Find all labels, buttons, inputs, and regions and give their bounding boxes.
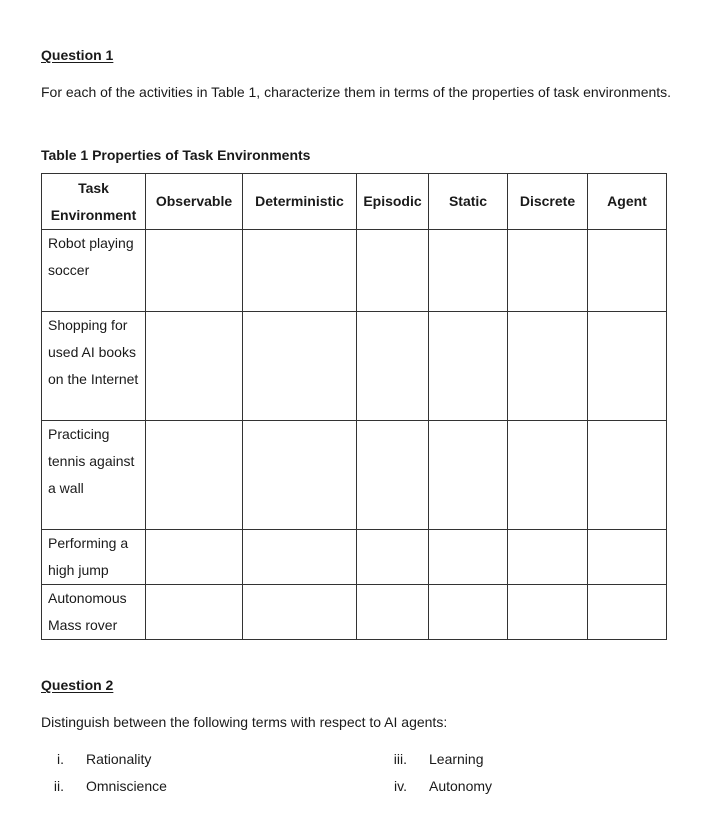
- question-1-prompt: For each of the activities in Table 1, characterize them in terms of the properties of task environments.: [41, 84, 672, 100]
- header-agent: Agent: [588, 174, 667, 230]
- term-number: ii.: [53, 778, 64, 794]
- term-label: Learning: [429, 751, 484, 767]
- answer-cell-observable: [146, 585, 243, 640]
- term-label: Autonomy: [429, 778, 493, 794]
- table-row: [42, 312, 667, 421]
- answer-cell-static: [429, 230, 508, 312]
- term-number: i.: [57, 751, 64, 767]
- answer-cell-discrete: [508, 230, 588, 312]
- answer-cell-episodic: [357, 230, 429, 312]
- task-cell: Shopping for used AI books on the Internet: [42, 312, 146, 421]
- answer-cell-observable: [146, 530, 243, 585]
- answer-cell-observable: [146, 421, 243, 530]
- answer-cell-discrete: [508, 530, 588, 585]
- term-number: iii.: [393, 751, 407, 767]
- answer-cell-discrete: [508, 312, 588, 421]
- answer-cell-observable: [146, 230, 243, 312]
- answer-cell-static: [429, 530, 508, 585]
- answer-cell-agent: [588, 585, 667, 640]
- question-2-prompt: Distinguish between the following terms with respect to AI agents:: [41, 714, 448, 730]
- table-row: [42, 585, 667, 640]
- answer-cell-deterministic: [243, 421, 357, 530]
- header-task-environment: Task Environment: [42, 174, 146, 230]
- header-deterministic: Deterministic: [243, 174, 357, 230]
- answer-cell-deterministic: [243, 585, 357, 640]
- table-row: [42, 530, 667, 585]
- task-cell: Practicing tennis against a wall: [42, 421, 146, 530]
- answer-cell-episodic: [357, 421, 429, 530]
- table-row: [42, 230, 667, 312]
- answer-cell-static: [429, 585, 508, 640]
- answer-cell-discrete: [508, 585, 588, 640]
- answer-cell-deterministic: [243, 230, 357, 312]
- question-1-heading: Question 1: [41, 47, 114, 63]
- header-observable: Observable: [146, 174, 243, 230]
- table-row: [42, 421, 667, 530]
- term-number: iv.: [394, 778, 407, 794]
- answer-cell-agent: [588, 530, 667, 585]
- answer-cell-episodic: [357, 585, 429, 640]
- task-environment-table: [41, 173, 667, 640]
- term-label: Rationality: [86, 751, 152, 767]
- answer-cell-agent: [588, 312, 667, 421]
- header-episodic: Episodic: [357, 174, 429, 230]
- answer-cell-discrete: [508, 421, 588, 530]
- header-static: Static: [429, 174, 508, 230]
- answer-cell-static: [429, 421, 508, 530]
- answer-cell-agent: [588, 421, 667, 530]
- question-2-heading: Question 2: [41, 677, 114, 693]
- task-cell: Performing a high jump: [42, 530, 146, 585]
- answer-cell-deterministic: [243, 312, 357, 421]
- table-caption: Table 1 Properties of Task Environments: [41, 147, 311, 163]
- answer-cell-episodic: [357, 530, 429, 585]
- table-header-row: [42, 174, 667, 230]
- answer-cell-agent: [588, 230, 667, 312]
- task-cell: Autonomous Mass rover: [42, 585, 146, 640]
- term-label: Omniscience: [86, 778, 167, 794]
- header-discrete: Discrete: [508, 174, 588, 230]
- answer-cell-static: [429, 312, 508, 421]
- task-cell: Robot playing soccer: [42, 230, 146, 312]
- answer-cell-episodic: [357, 312, 429, 421]
- answer-cell-deterministic: [243, 530, 357, 585]
- answer-cell-observable: [146, 312, 243, 421]
